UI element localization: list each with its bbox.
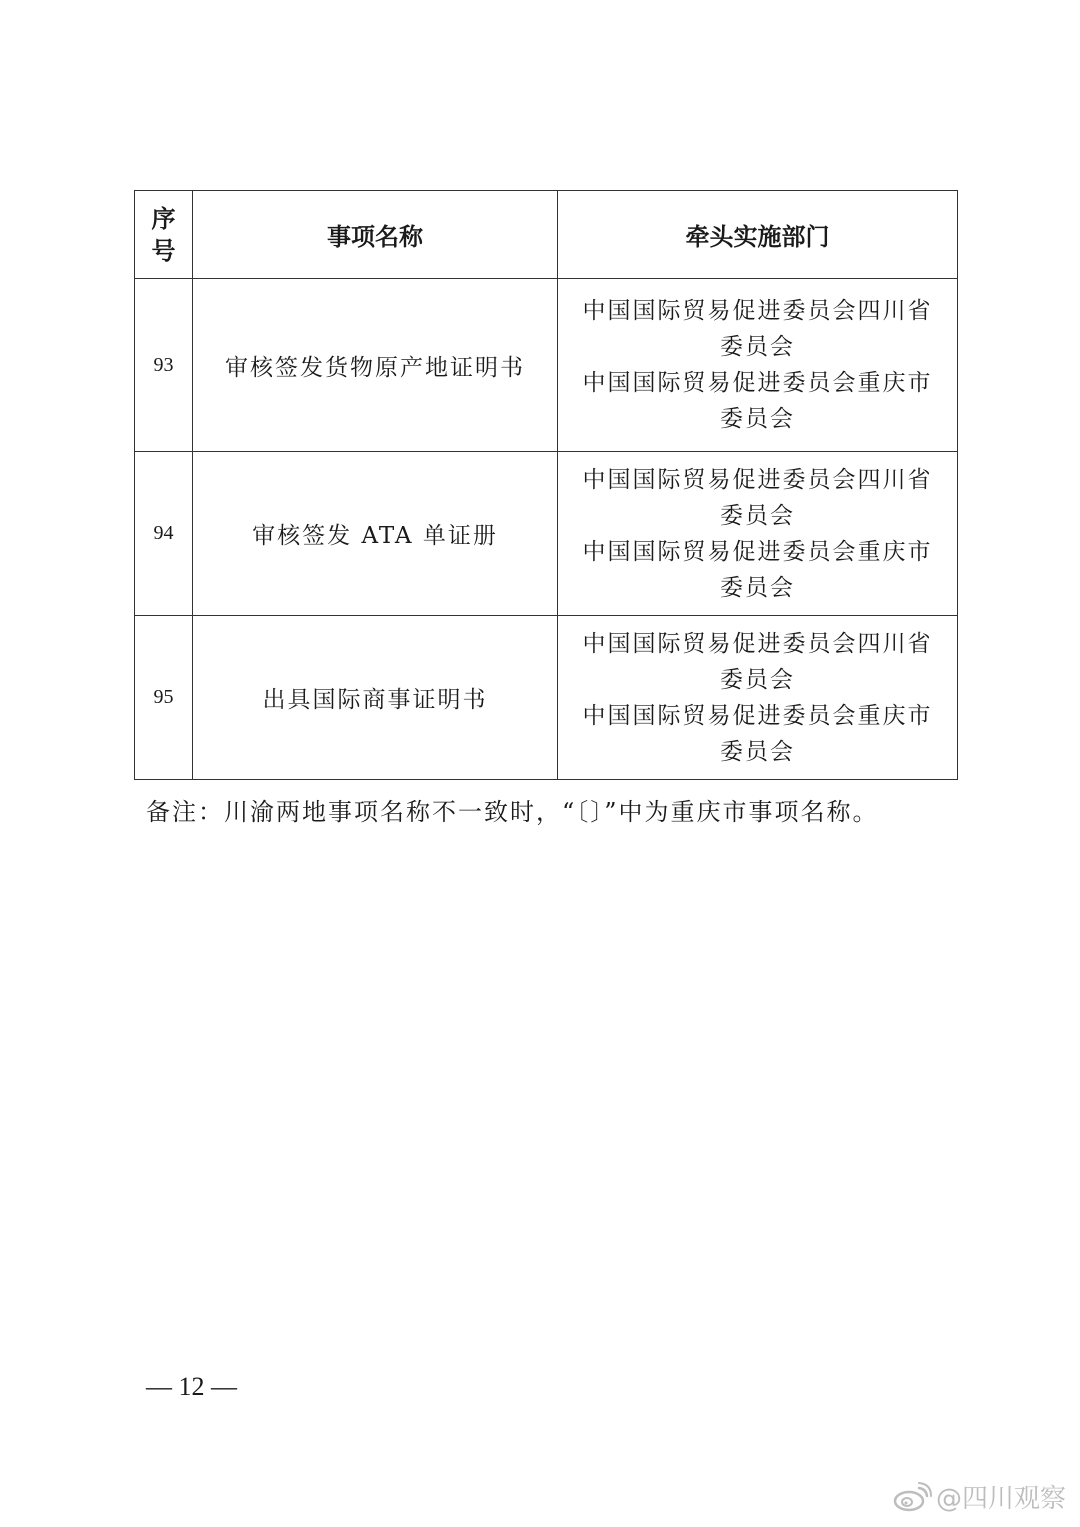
row-seq: 94	[135, 452, 193, 616]
row-item-name: 出具国际商事证明书	[193, 616, 558, 780]
table-row	[135, 452, 958, 616]
row-dept	[558, 452, 958, 616]
row-seq: 95	[135, 616, 193, 780]
weibo-icon	[892, 1482, 932, 1512]
dept-line: 委员会	[720, 334, 795, 360]
watermark	[892, 1478, 1066, 1515]
table-row	[135, 616, 958, 780]
dept-line: 中国国际贸易促进委员会重庆市	[582, 370, 933, 396]
dept-line: 委员会	[720, 406, 795, 432]
table-row	[135, 279, 958, 452]
dept-line: 中国国际贸易促进委员会四川省	[582, 630, 933, 657]
row-dept	[558, 279, 958, 452]
dept-line: 委员会	[720, 574, 795, 601]
dept-line: 委员会	[720, 666, 795, 693]
dept-line: 委员会	[720, 502, 795, 529]
items-table	[134, 190, 958, 780]
dept-line: 中国国际贸易促进委员会四川省	[582, 298, 933, 324]
header-seq	[135, 191, 193, 279]
row-item-name: 审核签发 ATA 单证册	[193, 452, 558, 616]
header-seq-line2: 号	[151, 236, 176, 265]
watermark-text: @四川观察	[935, 1484, 1066, 1514]
table-note: 备注：川渝两地事项名称不一致时，“〔〕”中为重庆市事项名称。	[146, 798, 879, 826]
row-dept	[558, 616, 958, 780]
dept-line: 委员会	[720, 738, 795, 765]
row-item-name: 审核签发货物原产地证明书	[193, 279, 558, 452]
dept-line: 中国国际贸易促进委员会四川省	[582, 466, 933, 493]
header-dept: 牵头实施部门	[558, 191, 958, 279]
table-header-row	[135, 191, 958, 279]
row-seq: 93	[135, 279, 193, 452]
dept-line: 中国国际贸易促进委员会重庆市	[582, 538, 933, 565]
header-name: 事项名称	[193, 191, 558, 279]
dept-line: 中国国际贸易促进委员会重庆市	[582, 702, 933, 729]
page-number: — 12 —	[146, 1372, 237, 1401]
header-seq-line1: 序	[151, 204, 176, 233]
